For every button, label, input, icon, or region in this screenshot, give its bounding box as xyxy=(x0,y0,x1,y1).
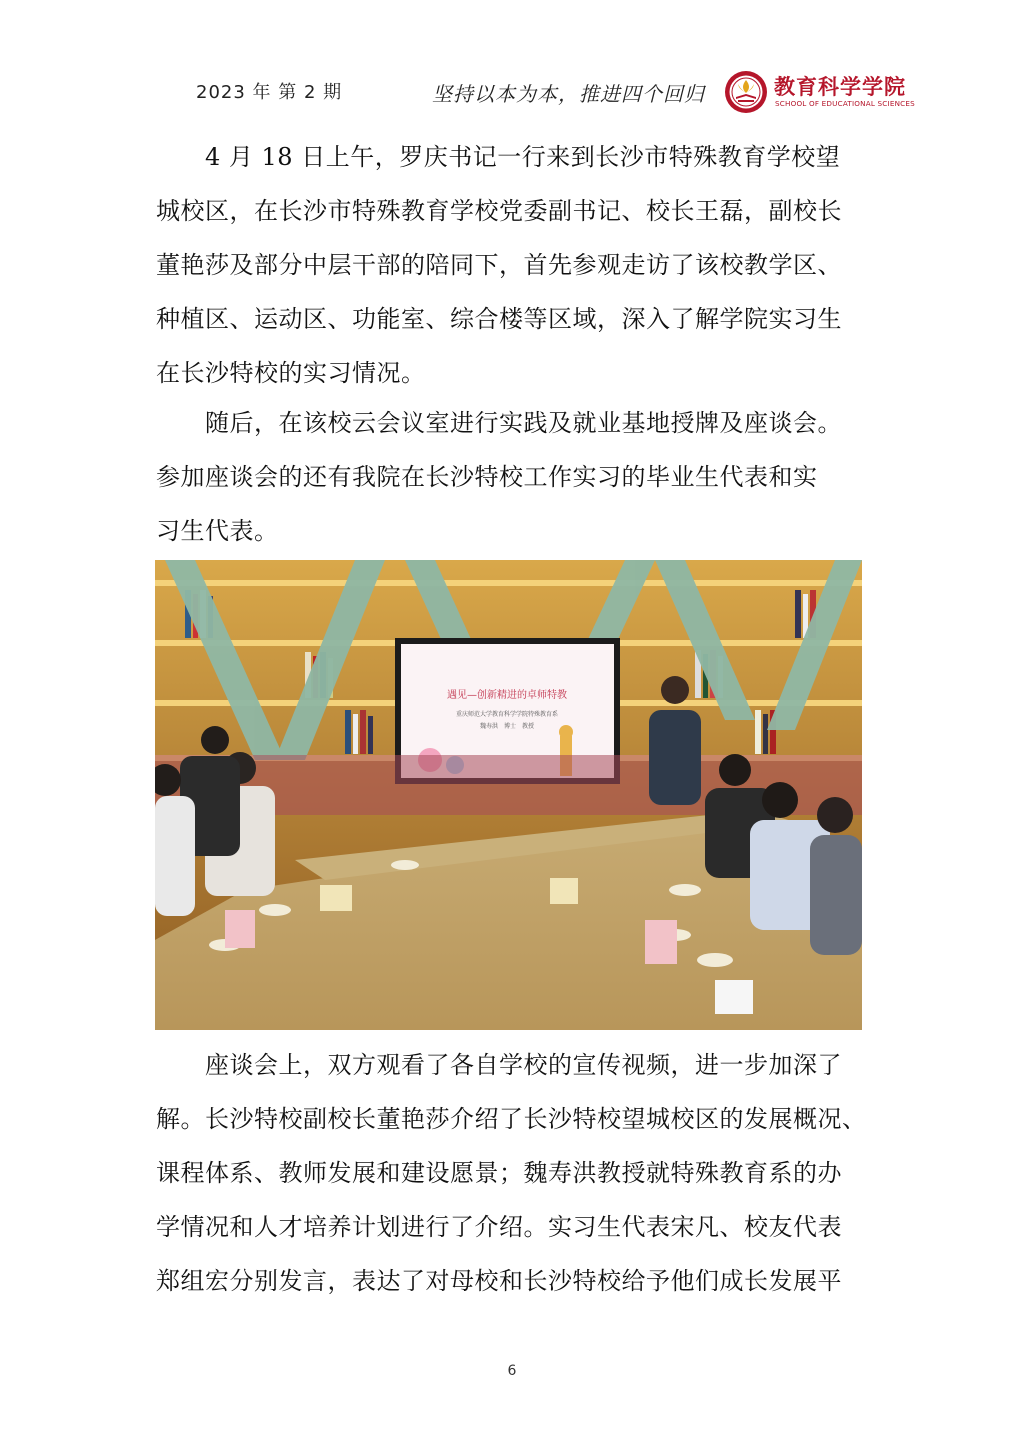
paragraph-line: 课程体系、教师发展和建设愿景；魏寿洪教授就特殊教育系的办 xyxy=(156,1159,842,1187)
paragraph-line: 在长沙特校的实习情况。 xyxy=(156,359,426,387)
school-emblem-icon xyxy=(724,70,768,114)
paragraph-line: 解。长沙特校副校长董艳莎介绍了长沙特校望城校区的发展概况、 xyxy=(156,1105,867,1133)
paragraph-line: 座谈会上，双方观看了各自学校的宣传视频，进一步加深了 xyxy=(205,1051,842,1079)
paragraph-line: 随后，在该校云会议室进行实践及就业基地授牌及座谈会。 xyxy=(205,409,842,437)
paragraph-2 xyxy=(156,396,876,558)
paragraph-line: 城校区，在长沙市特殊教育学校党委副书记、校长王磊，副校长 xyxy=(156,197,842,225)
page-number: 6 xyxy=(507,1363,517,1379)
logo-english-name: SCHOOL OF EDUCATIONAL SCIENCES xyxy=(775,99,915,108)
paragraph-line: 董艳莎及部分中层干部的陪同下，首先参观走访了该校教学区、 xyxy=(156,251,842,279)
paragraph-line: 4 月 18 日上午，罗庆书记一行来到长沙市特殊教育学校望 xyxy=(205,143,841,171)
paragraph-line: 种植区、运动区、功能室、综合楼等区域，深入了解学院实习生 xyxy=(156,305,842,333)
paragraph-line: 郑组宏分别发言，表达了对母校和长沙特校给予他们成长发展平 xyxy=(156,1267,842,1295)
logo-chinese-name: 教育科学学院 xyxy=(774,74,906,99)
page-header xyxy=(0,70,1024,114)
paragraph-1 xyxy=(156,130,876,400)
paragraph-3 xyxy=(156,1038,876,1308)
issue-label: 2023 年 第 2 期 xyxy=(196,82,343,103)
screen-title: 遇见—创新精进的卓师特教 xyxy=(447,690,567,701)
paragraph-line: 习生代表。 xyxy=(156,517,279,545)
screen-speaker: 魏寿洪 博士 教授 xyxy=(479,723,535,730)
screen-subtitle: 重庆师范大学教育科学学院特殊教育系 xyxy=(455,711,559,718)
meeting-photo xyxy=(155,560,862,1030)
paragraph-line: 参加座谈会的还有我院在长沙特校工作实习的毕业生代表和实 xyxy=(156,463,818,491)
meeting-photo-illustration xyxy=(155,560,862,1030)
header-motto: 坚持以本为本，推进四个回归 xyxy=(432,82,705,106)
school-logo xyxy=(724,70,915,114)
paragraph-line: 学情况和人才培养计划进行了介绍。实习生代表宋凡、校友代表 xyxy=(156,1213,842,1241)
